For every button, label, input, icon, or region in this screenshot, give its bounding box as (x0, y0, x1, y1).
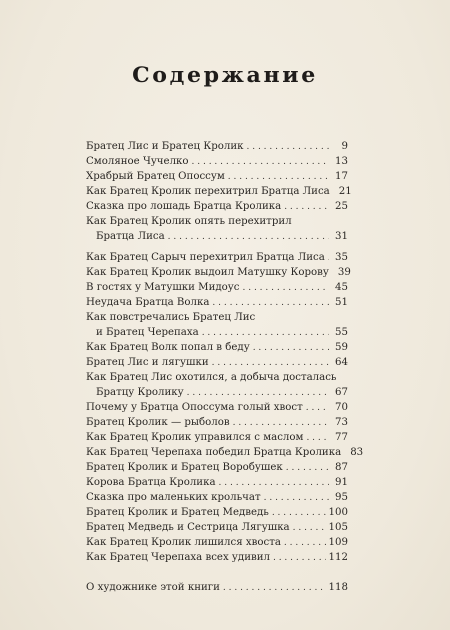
toc-entry-title: В гостях у Матушки Мидоус (86, 282, 240, 293)
toc-entry-page-number: 77 (335, 432, 348, 443)
toc-entry-title: Почему у Братца Опоссума голый хвост (86, 402, 303, 413)
toc-entry-title: Корова Братца Кролика (86, 477, 216, 488)
toc-entry-title: Смоляное Чучелко (86, 156, 189, 167)
toc-entry[interactable] (86, 296, 348, 309)
toc-entry-title: Братцу Кролику (96, 387, 184, 398)
dot-leader (272, 507, 326, 520)
dot-leader (264, 492, 329, 505)
toc-entry[interactable] (86, 140, 348, 153)
toc-entry-page-number: 73 (335, 417, 348, 428)
toc-entry-page-number: 83 (350, 447, 364, 458)
dot-leader (212, 297, 329, 310)
toc-entry-page-number: 17 (335, 171, 348, 182)
dot-leader (306, 432, 329, 445)
toc-entry-page-number: 51 (335, 297, 348, 308)
toc-entry-title: Как Братец Волк попал в беду (86, 342, 250, 353)
toc-entry[interactable] (86, 551, 348, 564)
dot-leader (306, 402, 329, 415)
toc-entry-title: Братца Лиса (96, 231, 165, 242)
dot-leader (212, 357, 329, 370)
dot-leader (233, 417, 329, 430)
toc-entry-page-number: 87 (335, 462, 348, 473)
toc-entry-page-number: 67 (335, 387, 348, 398)
toc-entry[interactable] (86, 506, 348, 519)
toc-entry-page-number: 100 (328, 507, 348, 518)
toc-entry-title: Как Братец Кролик выдоил Матушку Корову (86, 267, 329, 278)
toc-entry-title: Как Братец Кролик перехитрил Братца Лиса (86, 186, 330, 197)
toc-entry-page-number: 59 (335, 342, 348, 353)
toc-entry-title: Братец Кролик — рыболов (86, 417, 230, 428)
toc-entry[interactable] (86, 416, 348, 429)
toc-entry-title: Братец Медведь и Сестрица Лягушка (86, 522, 290, 533)
toc-entry-title: Как Братец Кролик управился с маслом (86, 432, 304, 443)
toc-entry[interactable] (86, 536, 348, 549)
toc-entry[interactable] (86, 170, 348, 183)
dot-leader (247, 141, 329, 154)
dot-leader (187, 387, 329, 400)
dot-leader (228, 171, 329, 184)
toc-entry[interactable] (86, 341, 348, 354)
toc-entry-page-number: 35 (335, 252, 348, 263)
toc-entry[interactable] (96, 386, 348, 399)
toc-entry-page-number: 105 (328, 522, 348, 533)
toc-entry-title: Сказка про маленьких крольчат (86, 492, 261, 503)
page-title: Содержание (132, 62, 318, 87)
dot-leader (293, 522, 326, 535)
toc-entry-page-number: 55 (335, 327, 348, 338)
toc-entry[interactable] (86, 581, 348, 594)
toc-entry[interactable] (86, 185, 352, 198)
dot-leader (223, 582, 326, 595)
dot-leader (273, 552, 326, 565)
dot-leader (328, 252, 329, 265)
toc-entry-page-number: 118 (328, 582, 348, 593)
toc-entry-title: и Братец Черепаха (96, 327, 199, 338)
dot-leader (219, 477, 329, 490)
toc-entry-title: Как Братец Черепаха победил Братца Кролика (86, 447, 342, 458)
toc-entry[interactable] (86, 356, 348, 369)
toc-entry-page-number: 45 (335, 282, 348, 293)
toc-entry-page-number: 13 (335, 156, 348, 167)
toc-entry[interactable] (86, 476, 348, 489)
toc-entry-first-line: Как Братец Лис охотился, а добыча досталась (86, 372, 337, 383)
dot-leader (253, 342, 329, 355)
toc-entry-title: Как Братец Сарыч перехитрил Братца Лиса (86, 252, 325, 263)
dot-leader (286, 462, 329, 475)
toc-entry[interactable] (86, 281, 348, 294)
toc-entry[interactable] (86, 431, 348, 444)
toc-entry[interactable] (96, 326, 348, 339)
toc-entry-page-number: 9 (341, 141, 348, 152)
toc-entry-title: Сказка про лошадь Братца Кролика (86, 201, 282, 212)
toc-entry-title: Братец Кролик и Братец Воробушек (86, 462, 283, 473)
toc-entry-page-number: 109 (328, 537, 348, 548)
toc-entry-title: Братец Кролик и Братец Медведь (86, 507, 269, 518)
toc-entry[interactable] (86, 446, 364, 459)
toc-entry[interactable] (86, 461, 348, 474)
toc-entry-first-line: Как повстречались Братец Лис (86, 312, 256, 323)
toc-entry-page-number: 91 (335, 477, 348, 488)
toc-entry-page-number: 39 (337, 267, 351, 278)
toc-entry[interactable] (86, 401, 348, 414)
toc-entry[interactable] (86, 251, 348, 264)
toc-entry[interactable] (86, 521, 348, 534)
toc-entry[interactable] (86, 491, 348, 504)
dot-leader (284, 201, 329, 214)
toc-entry[interactable] (86, 155, 348, 168)
toc-entry-first-line: Как Братец Кролик опять перехитрил (86, 216, 292, 227)
toc-entry-title: О художнике этой книги (86, 582, 220, 593)
toc-entry-title: Братец Лис и лягушки (86, 357, 209, 368)
toc-entry-page-number: 21 (338, 186, 352, 197)
toc-entry[interactable] (96, 230, 348, 243)
toc-entry-title: Как Братец Черепаха всех удивил (86, 552, 270, 563)
toc-entry-page-number: 64 (335, 357, 348, 368)
toc-entry-title: Как Братец Кролик лишился хвоста (86, 537, 281, 548)
toc-entry-page-number: 25 (335, 201, 348, 212)
dot-leader (202, 327, 329, 340)
toc-entry-title: Неудача Братца Волка (86, 297, 210, 308)
toc-entry[interactable] (86, 266, 351, 279)
dot-leader (168, 231, 329, 244)
toc-entry-title: Храбрый Братец Опоссум (86, 171, 225, 182)
dot-leader (192, 156, 329, 169)
toc-entry-page-number: 31 (335, 231, 348, 242)
toc-entry-page-number: 95 (335, 492, 348, 503)
toc-entry-page-number: 112 (328, 552, 348, 563)
toc-entry[interactable] (86, 200, 348, 213)
toc-entry-page-number: 70 (335, 402, 348, 413)
dot-leader (284, 537, 326, 550)
dot-leader (243, 282, 329, 295)
toc-entry-title: Братец Лис и Братец Кролик (86, 141, 244, 152)
